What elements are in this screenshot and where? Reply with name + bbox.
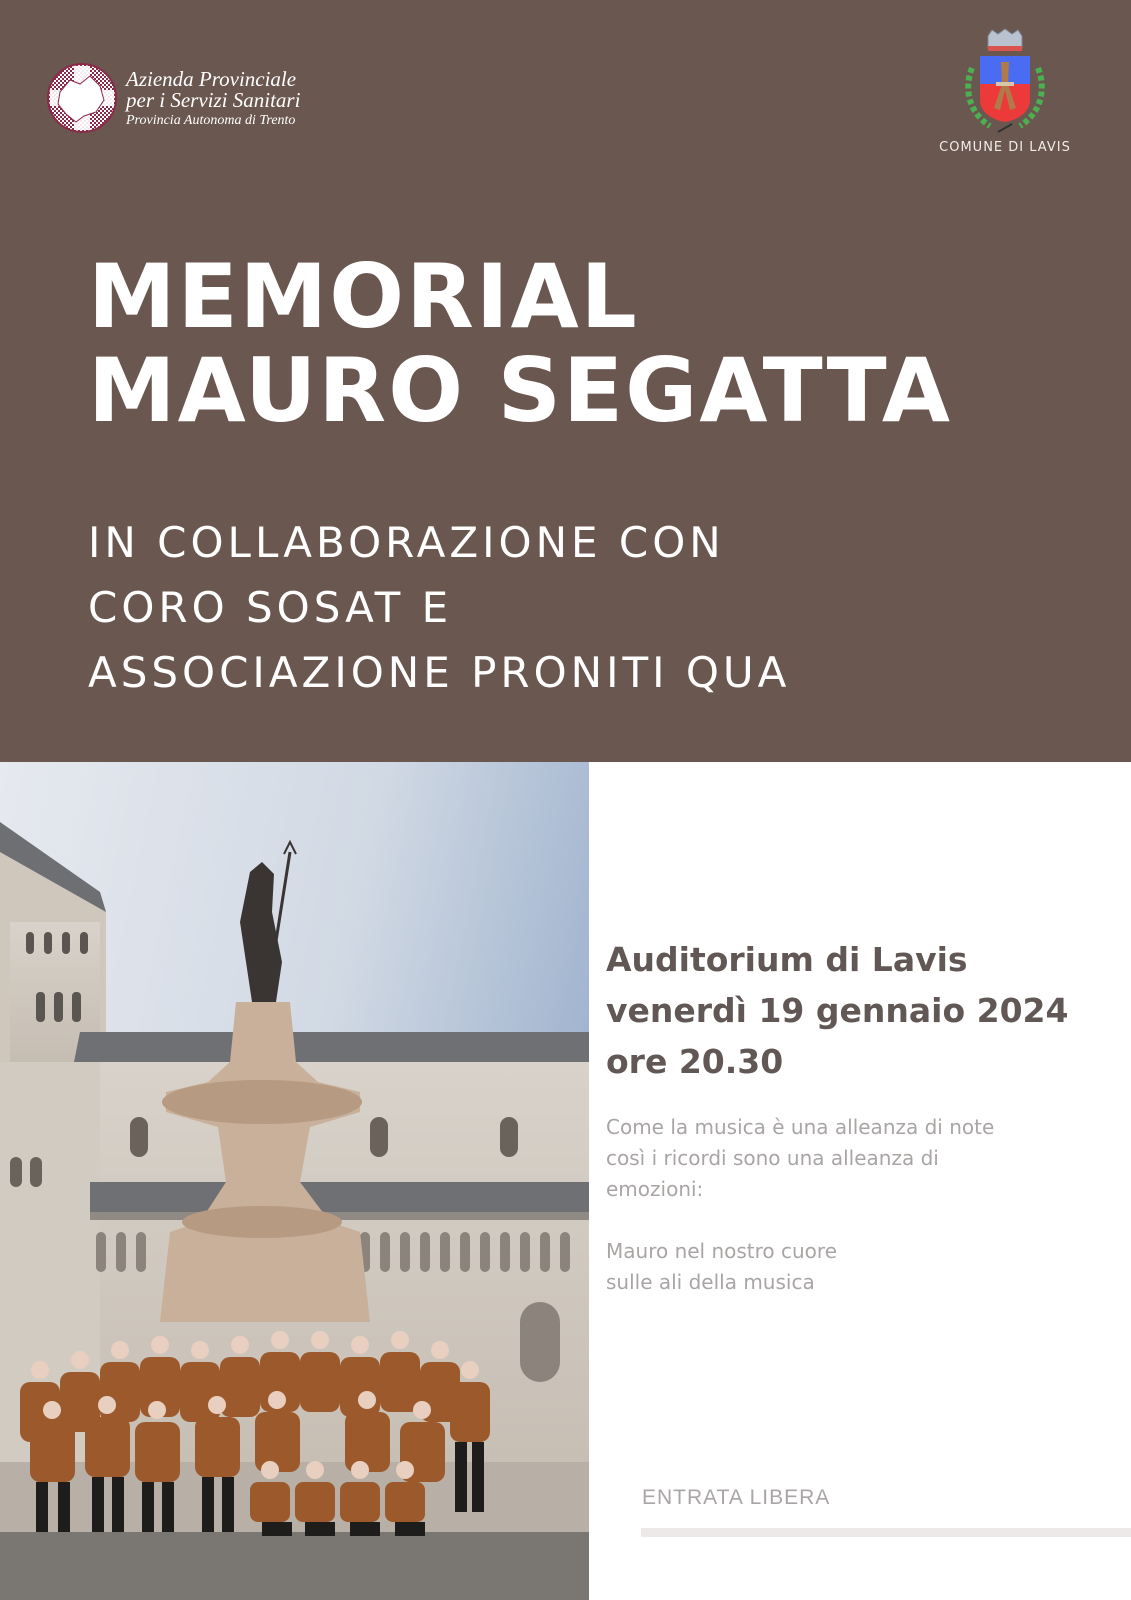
event-venue: Auditorium di Lavis [606,940,968,979]
apss-emblem-icon [46,62,118,134]
event-details [606,934,1068,1087]
choir-fountain-image [0,762,589,1600]
lavis-logo [930,28,1080,155]
memorial-quote [606,1112,994,1298]
title-line1: MEMORIAL [88,245,639,348]
entry-divider-bar [641,1528,1131,1537]
apss-logo [46,62,300,134]
free-entry-label: ENTRATA LIBERA [642,1486,831,1509]
quote-spacer [606,1205,994,1236]
choir-photo [0,762,589,1600]
quote-line5: sulle ali della musica [606,1270,815,1294]
header-banner [0,0,1131,762]
apss-name-line1: Azienda Provinciale [126,66,297,91]
subtitle-line3: ASSOCIAZIONE PRONITI QUA [88,648,791,697]
event-time: ore 20.30 [606,1042,784,1081]
page-title [88,245,952,442]
quote-line3: emozioni: [606,1177,704,1201]
apss-name-line2: per i Servizi Sanitari [126,87,301,112]
lavis-label: COMUNE DI LAVIS [939,140,1071,155]
apss-name-line3: Provincia Autonoma di Trento [126,112,296,128]
lavis-coat-of-arms-icon [950,28,1060,138]
quote-line1: Come la musica è una alleanza di note [606,1115,995,1139]
subtitle-line1: IN COLLABORAZIONE CON [88,518,725,567]
event-date: venerdì 19 gennaio 2024 [606,991,1069,1030]
quote-line4: Mauro nel nostro cuore [606,1239,838,1263]
subtitle [88,510,790,705]
subtitle-line2: CORO SOSAT E [88,583,453,632]
title-line2: MAURO SEGATTA [88,339,952,442]
quote-line2: così i ricordi sono una alleanza di [606,1146,939,1170]
